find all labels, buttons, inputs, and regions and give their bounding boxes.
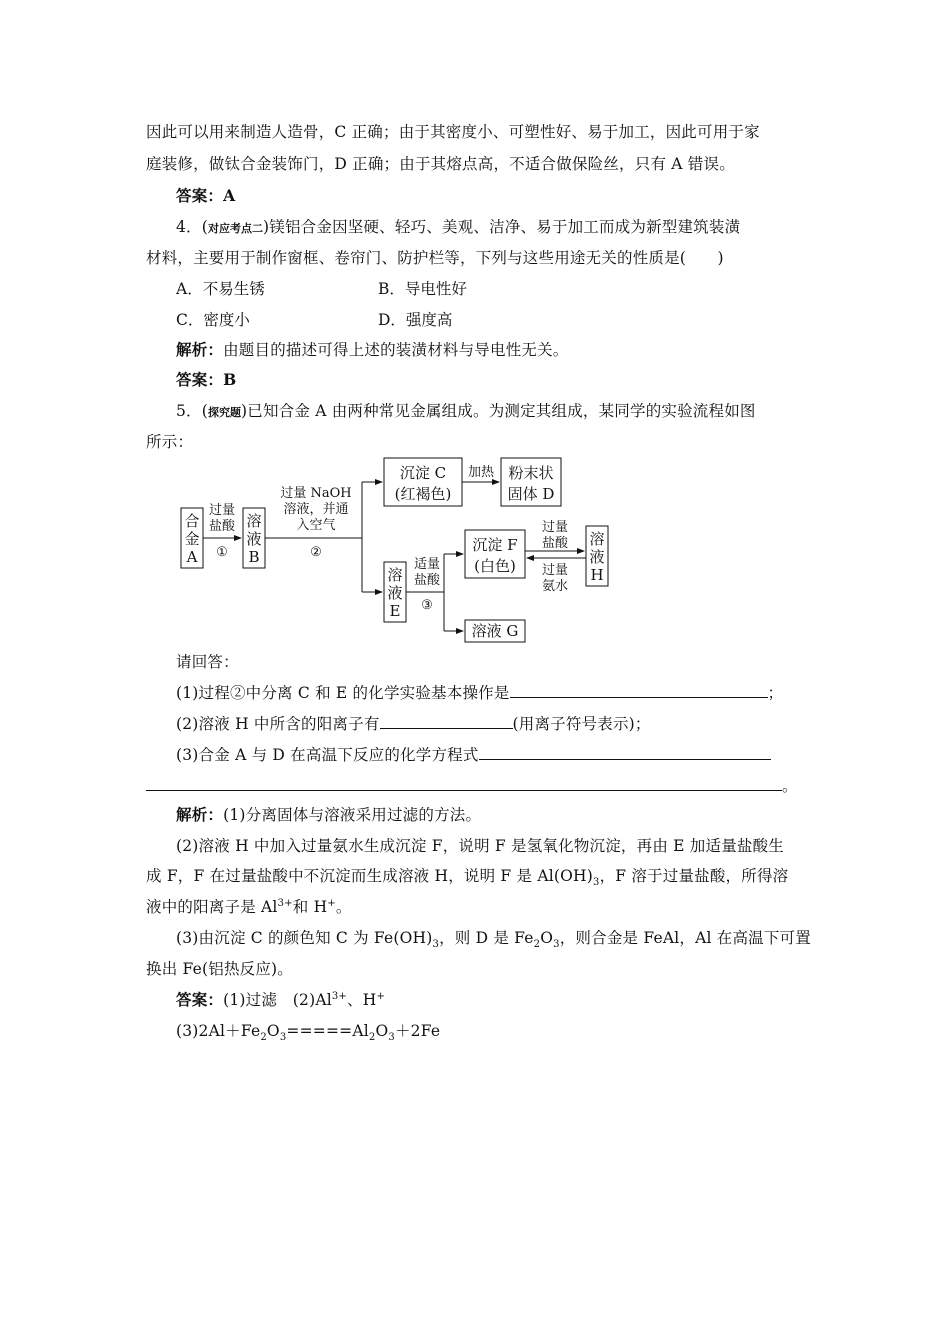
q4-option-d: D．强度高 xyxy=(378,311,453,329)
q5-analysis-2b xyxy=(146,866,789,889)
q5-answer-1 xyxy=(176,990,385,1010)
q4-answer-text: 答案：B xyxy=(176,370,237,389)
solution-b-char-2: 液 xyxy=(246,530,262,548)
solid-d-line-2: 固体 D xyxy=(507,485,555,503)
q5-sub3 xyxy=(176,744,771,765)
experiment-flowchart xyxy=(0,0,950,660)
solution-h-char-1: 溶 xyxy=(589,530,605,548)
q4-option-b: B．导电性好 xyxy=(378,280,467,298)
q5-sub2-blank xyxy=(380,713,513,729)
q4-analysis-text: 由题目的描述可得上述的装潢材料与导电性无关。 xyxy=(223,341,569,359)
q5-analysis-3a xyxy=(176,928,811,951)
f-to-h-label-2: 盐酸 xyxy=(541,536,569,551)
q5-analysis-3a-text: (3)由沉淀 C 的颜色知 C 为 Fe(OH) xyxy=(176,929,433,947)
q5-answer-3-sub-3: 2 xyxy=(368,1032,376,1044)
alloy-a-char-1: 合 xyxy=(184,512,200,530)
q5-analysis-2c-and-h: 和 H xyxy=(292,898,328,916)
q5-answer-3-sub-2: 3 xyxy=(279,1032,287,1044)
prev-analysis-line-1: 因此可以用来制造人造骨，C 正确；由于其密度小、可塑性好、易于加工，因此可用于家 xyxy=(146,123,760,141)
solution-h-char-3: H xyxy=(590,566,604,584)
q5-answer-1-text: (1)过滤 (2)Al xyxy=(223,991,332,1009)
q5-stem-line-2: 所示： xyxy=(146,433,194,451)
prev-answer-text: 答案：A xyxy=(176,186,236,205)
q5-analysis-2c-sup-al: 3+ xyxy=(277,897,293,909)
h-to-f-label-1: 过量 xyxy=(541,563,569,578)
q5-sub3-end: 。 xyxy=(782,777,798,795)
step2-label-2: 溶液，并通 xyxy=(283,502,349,517)
step1-number: ① xyxy=(216,545,228,560)
step3-number: ③ xyxy=(421,598,433,613)
q5-sub3-text: (3)合金 A 与 D 在高温下反应的化学方程式 xyxy=(176,746,479,764)
q5-analysis-3a-end: ，则合金是 FeAl，Al 在高温下可置 xyxy=(559,929,811,947)
solution-b-char-3: B xyxy=(248,548,260,566)
q5-analysis-3a-sub: 3 xyxy=(432,939,440,951)
q4-option-a: A．不易生锈 xyxy=(176,280,265,298)
q5-sub2-text: (2)溶液 H 中所含的阳离子有 xyxy=(176,715,380,733)
q5-answer-3-sub-4: 3 xyxy=(388,1032,395,1044)
q5-sub3-line-2 xyxy=(146,775,798,796)
q5-answer-1-sup-1: 3+ xyxy=(331,990,348,1002)
q5-analysis-2c-sup-h: + xyxy=(327,897,336,909)
solution-e-char-3: E xyxy=(389,602,401,620)
solution-e-char-1: 溶 xyxy=(387,566,403,584)
q5-analysis-2c xyxy=(146,897,352,917)
alloy-a-char-2: 金 xyxy=(184,530,200,548)
step2-label-3: 入空气 xyxy=(296,518,336,533)
q5-analysis-2b-end: ，F 溶于过量盐酸，所得溶 xyxy=(599,867,789,885)
q5-analysis-text-1: (1)分离固体与溶液采用过滤的方法。 xyxy=(223,806,482,824)
h-to-f-label-2: 氨水 xyxy=(541,579,569,594)
q5-analysis-1 xyxy=(176,805,481,825)
q4-stem-line-2: 材料，主要用于制作窗框、卷帘门、防护栏等，下列与这些用途无关的性质是( ) xyxy=(146,249,724,267)
q5-answer-1-mid: 、H xyxy=(347,991,377,1009)
q5-answer-3-text: (3)2Al＋Fe xyxy=(176,1022,261,1040)
solution-h-char-2: 液 xyxy=(589,548,605,566)
q5-answer-label: 答案： xyxy=(176,990,224,1009)
q4-number: 4．( xyxy=(176,218,209,236)
q5-analysis-2b-text: 成 F，F 在过量盐酸中不沉淀而生成溶液 H，说明 F 是 Al(OH) xyxy=(146,867,594,885)
q5-sub3-blank-2 xyxy=(146,775,782,791)
q5-sub1 xyxy=(176,682,783,703)
step1-label-2: 盐酸 xyxy=(208,519,236,534)
precipitate-f-line-1: 沉淀 F xyxy=(472,536,518,554)
precipitate-f-line-2: (白色) xyxy=(474,557,516,575)
q5-stem-text-1: )已知合金 A 由两种常见金属组成。为测定其组成，某同学的实验流程如图 xyxy=(241,402,756,420)
q5-answer-3-eq: =====Al xyxy=(286,1022,369,1040)
solution-g-label: 溶液 G xyxy=(471,622,519,640)
q5-answer-3-o2: O xyxy=(375,1022,389,1040)
q5-analysis-3a-sub3: 3 xyxy=(553,939,560,951)
q5-analysis-3a-mid: ，则 D 是 Fe xyxy=(439,929,534,947)
q5-number: 5．( xyxy=(176,402,209,420)
step2-label-1: 过量 NaOH xyxy=(280,486,352,501)
q5-sub1-end: ； xyxy=(767,684,784,702)
precipitate-c-line-1: 沉淀 C xyxy=(399,464,447,482)
step3-label-2: 盐酸 xyxy=(413,573,441,588)
heat-label: 加热 xyxy=(467,465,495,480)
solution-e-char-2: 液 xyxy=(387,584,403,602)
q5-sub1-text: (1)过程②中分离 C 和 E 的化学实验基本操作是 xyxy=(176,684,510,702)
step3-label-1: 适量 xyxy=(413,557,441,572)
f-to-h-label-1: 过量 xyxy=(541,520,569,535)
q4-tag: 对应考点二 xyxy=(208,222,264,235)
q5-analysis-2c-period: 。 xyxy=(335,898,352,916)
q5-answer-1-sup-2: + xyxy=(376,990,386,1002)
step1-label-1: 过量 xyxy=(208,503,236,518)
q5-analysis-3b: 换出 Fe(铝热反应)。 xyxy=(146,960,294,978)
prev-analysis-line-2: 庭装修，做钛合金装饰门，D 正确；由于其熔点高，不适合做保险丝，只有 A 错误。 xyxy=(146,155,735,173)
q4-analysis-label: 解析： xyxy=(176,340,224,359)
q5-analysis-3a-o: O xyxy=(540,929,554,947)
q4-stem-text-1: )镁铝合金因坚硬、轻巧、美观、洁净、易于加工而成为新型建筑装潢 xyxy=(263,218,741,236)
alloy-a-char-3: A xyxy=(186,548,198,566)
q5-tag: 探究题 xyxy=(208,406,242,419)
q5-answer-3-end: ＋2Fe xyxy=(394,1022,441,1040)
q5-answer-3-sub-1: 2 xyxy=(260,1032,267,1044)
q5-analysis-2b-sub: 3 xyxy=(593,877,600,889)
solid-d-line-1: 粉末状 xyxy=(508,464,554,482)
step2-number: ② xyxy=(310,545,322,560)
q5-sub2-end: (用离子符号表示)； xyxy=(512,715,651,733)
q5-sub2 xyxy=(176,713,651,734)
q5-analysis-3a-sub2: 2 xyxy=(533,939,541,951)
q5-analysis-2c-text: 液中的阳离子是 Al xyxy=(146,898,278,916)
precipitate-c-line-2: (红褐色) xyxy=(394,485,452,503)
solution-b-char-1: 溶 xyxy=(246,512,262,530)
q5-analysis-2a: (2)溶液 H 中加入过量氨水生成沉淀 F，说明 F 是氢氧化物沉淀，再由 E 加适量盐酸生 xyxy=(176,837,784,855)
q5-sub3-blank-1 xyxy=(479,744,771,760)
q5-answer-3 xyxy=(176,1021,441,1044)
q5-prompt: 请回答： xyxy=(176,653,239,671)
q5-analysis-label: 解析： xyxy=(176,805,224,824)
q5-sub1-blank xyxy=(510,682,768,698)
q4-option-c: C．密度小 xyxy=(176,311,250,329)
q5-answer-3-o: O xyxy=(266,1022,280,1040)
